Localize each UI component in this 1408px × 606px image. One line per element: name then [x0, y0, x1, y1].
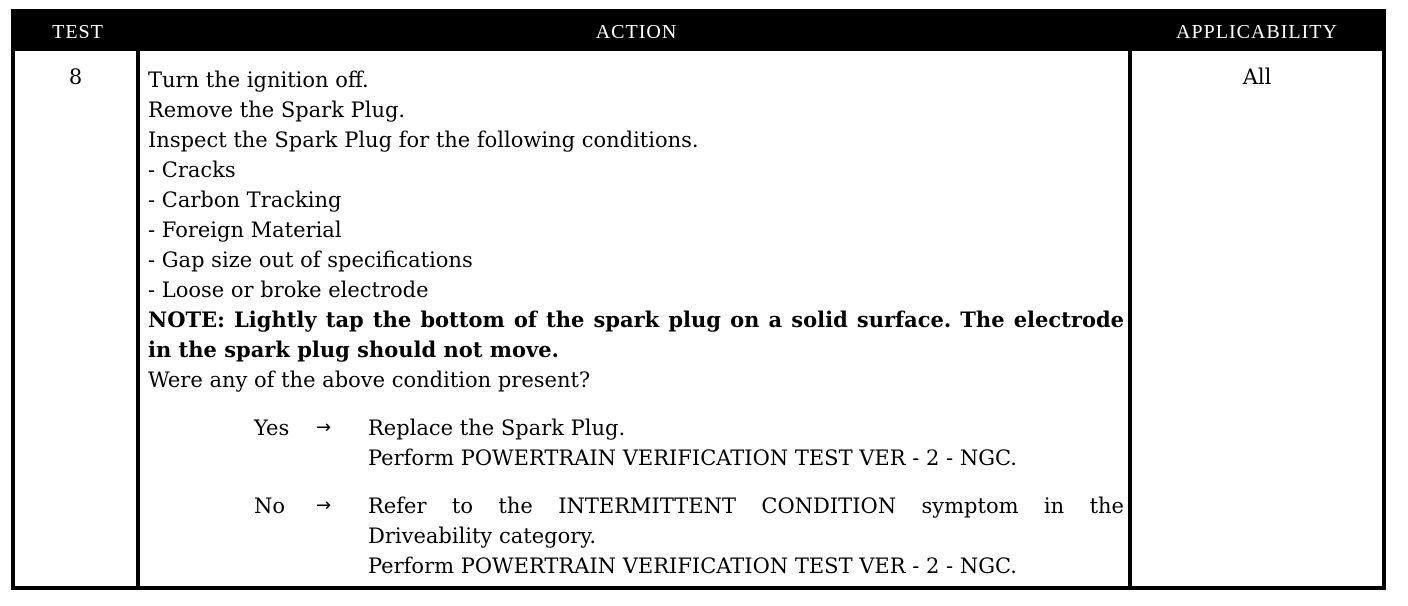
question-text: Were any of the above condition present?	[148, 368, 591, 392]
condition-item: - Loose or broke electrode	[148, 278, 429, 302]
header-applicability: APPLICABILITY	[1176, 21, 1338, 43]
step-line: Turn the ignition off.	[148, 68, 369, 92]
test-number: 8	[68, 65, 83, 89]
arrow-right-icon: →	[316, 495, 332, 516]
column-divider	[136, 51, 140, 586]
applicability-value: All	[1242, 65, 1272, 89]
condition-item: - Cracks	[148, 158, 236, 182]
header-action: ACTION	[595, 21, 678, 43]
yes-action-line: Perform POWERTRAIN VERIFICATION TEST VER - 2 - NGC.	[368, 446, 1017, 470]
note-text: NOTE: Lightly tap the bottom of the spark plug on a solid surface. The electrode in the spark plug should not move.	[148, 307, 1124, 362]
condition-item: - Gap size out of specifications	[148, 248, 473, 272]
diagnostic-table	[11, 9, 1386, 590]
no-action-line: Perform POWERTRAIN VERIFICATION TEST VER - 2 - NGC.	[368, 554, 1017, 578]
no-response	[254, 491, 1124, 581]
no-label: No	[254, 494, 286, 518]
table-header	[15, 13, 1382, 51]
column-divider	[1128, 51, 1132, 586]
step-line: Remove the Spark Plug.	[148, 98, 406, 122]
action-cell	[148, 65, 1124, 581]
step-line: Inspect the Spark Plug for the following conditions.	[148, 128, 699, 152]
yes-label: Yes	[254, 416, 290, 440]
no-action-line: Refer to the INTERMITTENT CONDITION symptom in the	[368, 494, 1124, 518]
yes-response	[254, 413, 1124, 473]
yes-action-line: Replace the Spark Plug.	[368, 416, 626, 440]
arrow-right-icon: →	[316, 417, 332, 438]
header-test: TEST	[52, 21, 104, 43]
condition-item: - Carbon Tracking	[148, 188, 342, 212]
condition-item: - Foreign Material	[148, 218, 342, 242]
no-action-line: Driveability category.	[368, 524, 596, 548]
